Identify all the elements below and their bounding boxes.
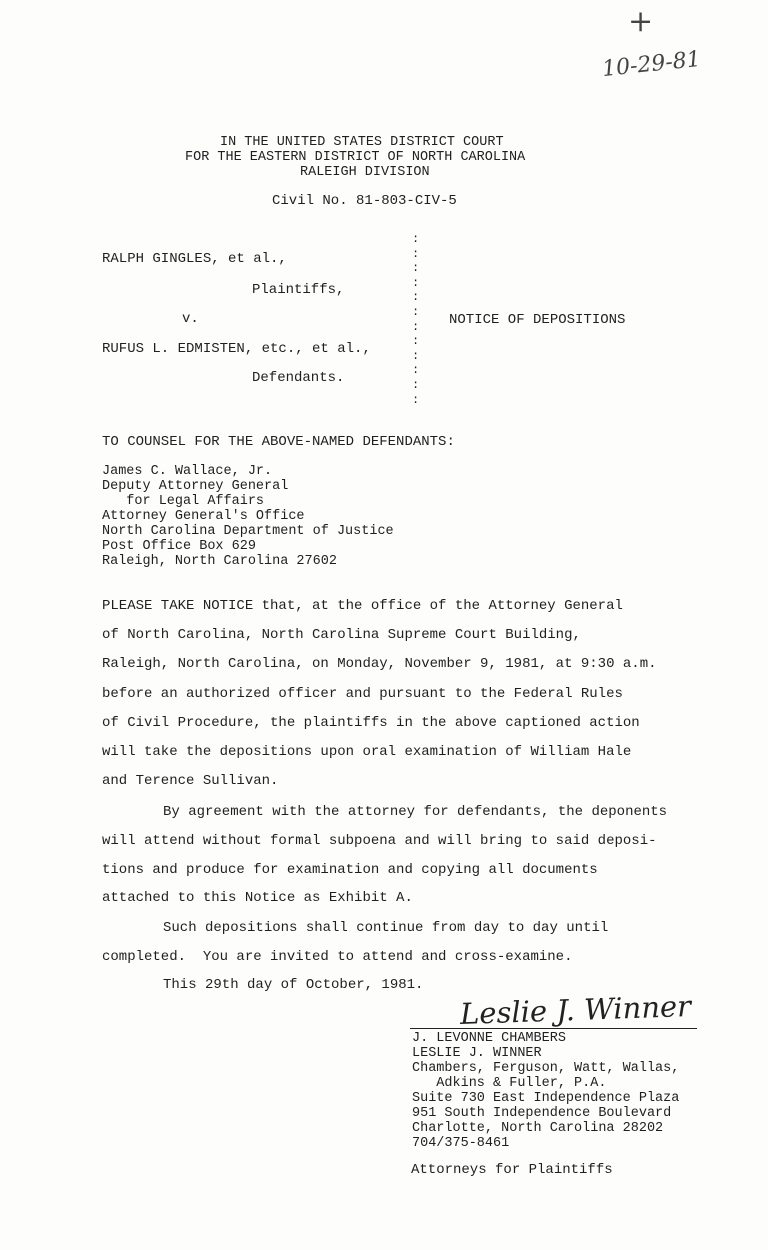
date-line: This 29th day of October, 1981. [163, 977, 424, 993]
signature-block-line: Adkins & Fuller, P.A. [412, 1076, 607, 1091]
addressee-line: North Carolina Department of Justice [102, 524, 394, 539]
signature-block-line: 704/375-8461 [412, 1136, 510, 1151]
paragraph-line: PLEASE TAKE NOTICE that, at the office of the Attorney General [102, 598, 623, 614]
paragraph-line: By agreement with the attorney for defendants, the deponents [163, 804, 668, 820]
paragraph-line: Such depositions shall continue from day to day until [163, 920, 609, 936]
signature-block-line: Suite 730 East Independence Plaza [412, 1091, 680, 1106]
defendant-name: RUFUS L. EDMISTEN, etc., et al., [102, 341, 371, 357]
attorneys-for: Attorneys for Plaintiffs [411, 1162, 613, 1178]
paragraph-line: attached to this Notice as Exhibit A. [102, 890, 413, 906]
addressee-line: James C. Wallace, Jr. [102, 464, 273, 479]
addressee-line: Deputy Attorney General [102, 479, 289, 494]
signature-block-line: Charlotte, North Carolina 28202 [412, 1121, 664, 1136]
paragraph-line: will attend without formal subpoena and will bring to said deposi- [102, 833, 657, 849]
signature-block-line: Chambers, Ferguson, Watt, Wallas, [412, 1061, 680, 1076]
court-division: RALEIGH DIVISION [300, 165, 430, 180]
handwritten-signature: Leslie J. Winner [459, 988, 692, 1032]
paragraph-line: completed. You are invited to attend and cross-examine. [102, 949, 573, 965]
paragraph-line: Raleigh, North Carolina, on Monday, November 9, 1981, at 9:30 a.m. [102, 656, 657, 672]
plaintiff-role: Plaintiffs, [252, 282, 345, 298]
paragraph-line: of Civil Procedure, the plaintiffs in the above captioned action [102, 715, 640, 731]
addressee-line: for Legal Affairs [102, 494, 265, 509]
addressee-line: Raleigh, North Carolina 27602 [102, 554, 337, 569]
plaintiff-name: RALPH GINGLES, et al., [102, 251, 287, 267]
addressee-line: Post Office Box 629 [102, 539, 256, 554]
versus: v. [182, 311, 199, 327]
handwritten-mark: + [628, 4, 654, 39]
paragraph-line: of North Carolina, North Carolina Supreme Court Building, [102, 627, 581, 643]
paragraph-line: tions and produce for examination and copying all documents [102, 862, 598, 878]
addressee-line: Attorney General's Office [102, 509, 305, 524]
to-counsel-heading: TO COUNSEL FOR THE ABOVE-NAMED DEFENDANTS: [102, 434, 455, 450]
civil-number: Civil No. 81-803-CIV-5 [272, 193, 457, 209]
court-name-line1: IN THE UNITED STATES DISTRICT COURT [220, 135, 504, 150]
court-name-line2: FOR THE EASTERN DISTRICT OF NORTH CAROLINA [185, 150, 526, 165]
signature-line [410, 1028, 697, 1029]
signature-block-line: 951 South Independence Boulevard [412, 1106, 672, 1121]
document-title: NOTICE OF DEPOSITIONS [449, 312, 626, 328]
paragraph-line: and Terence Sullivan. [102, 773, 279, 789]
signature-block-line: LESLIE J. WINNER [412, 1046, 542, 1061]
handwritten-date: 10-29-81 [600, 46, 702, 83]
defendant-role: Defendants. [252, 370, 345, 386]
signature-block-line: J. LEVONNE CHAMBERS [412, 1031, 566, 1046]
paragraph-line: will take the depositions upon oral examination of William Hale [102, 744, 632, 760]
caption-divider: : : : : : : : : : : : : [412, 232, 420, 407]
paragraph-line: before an authorized officer and pursuant to the Federal Rules [102, 686, 623, 702]
